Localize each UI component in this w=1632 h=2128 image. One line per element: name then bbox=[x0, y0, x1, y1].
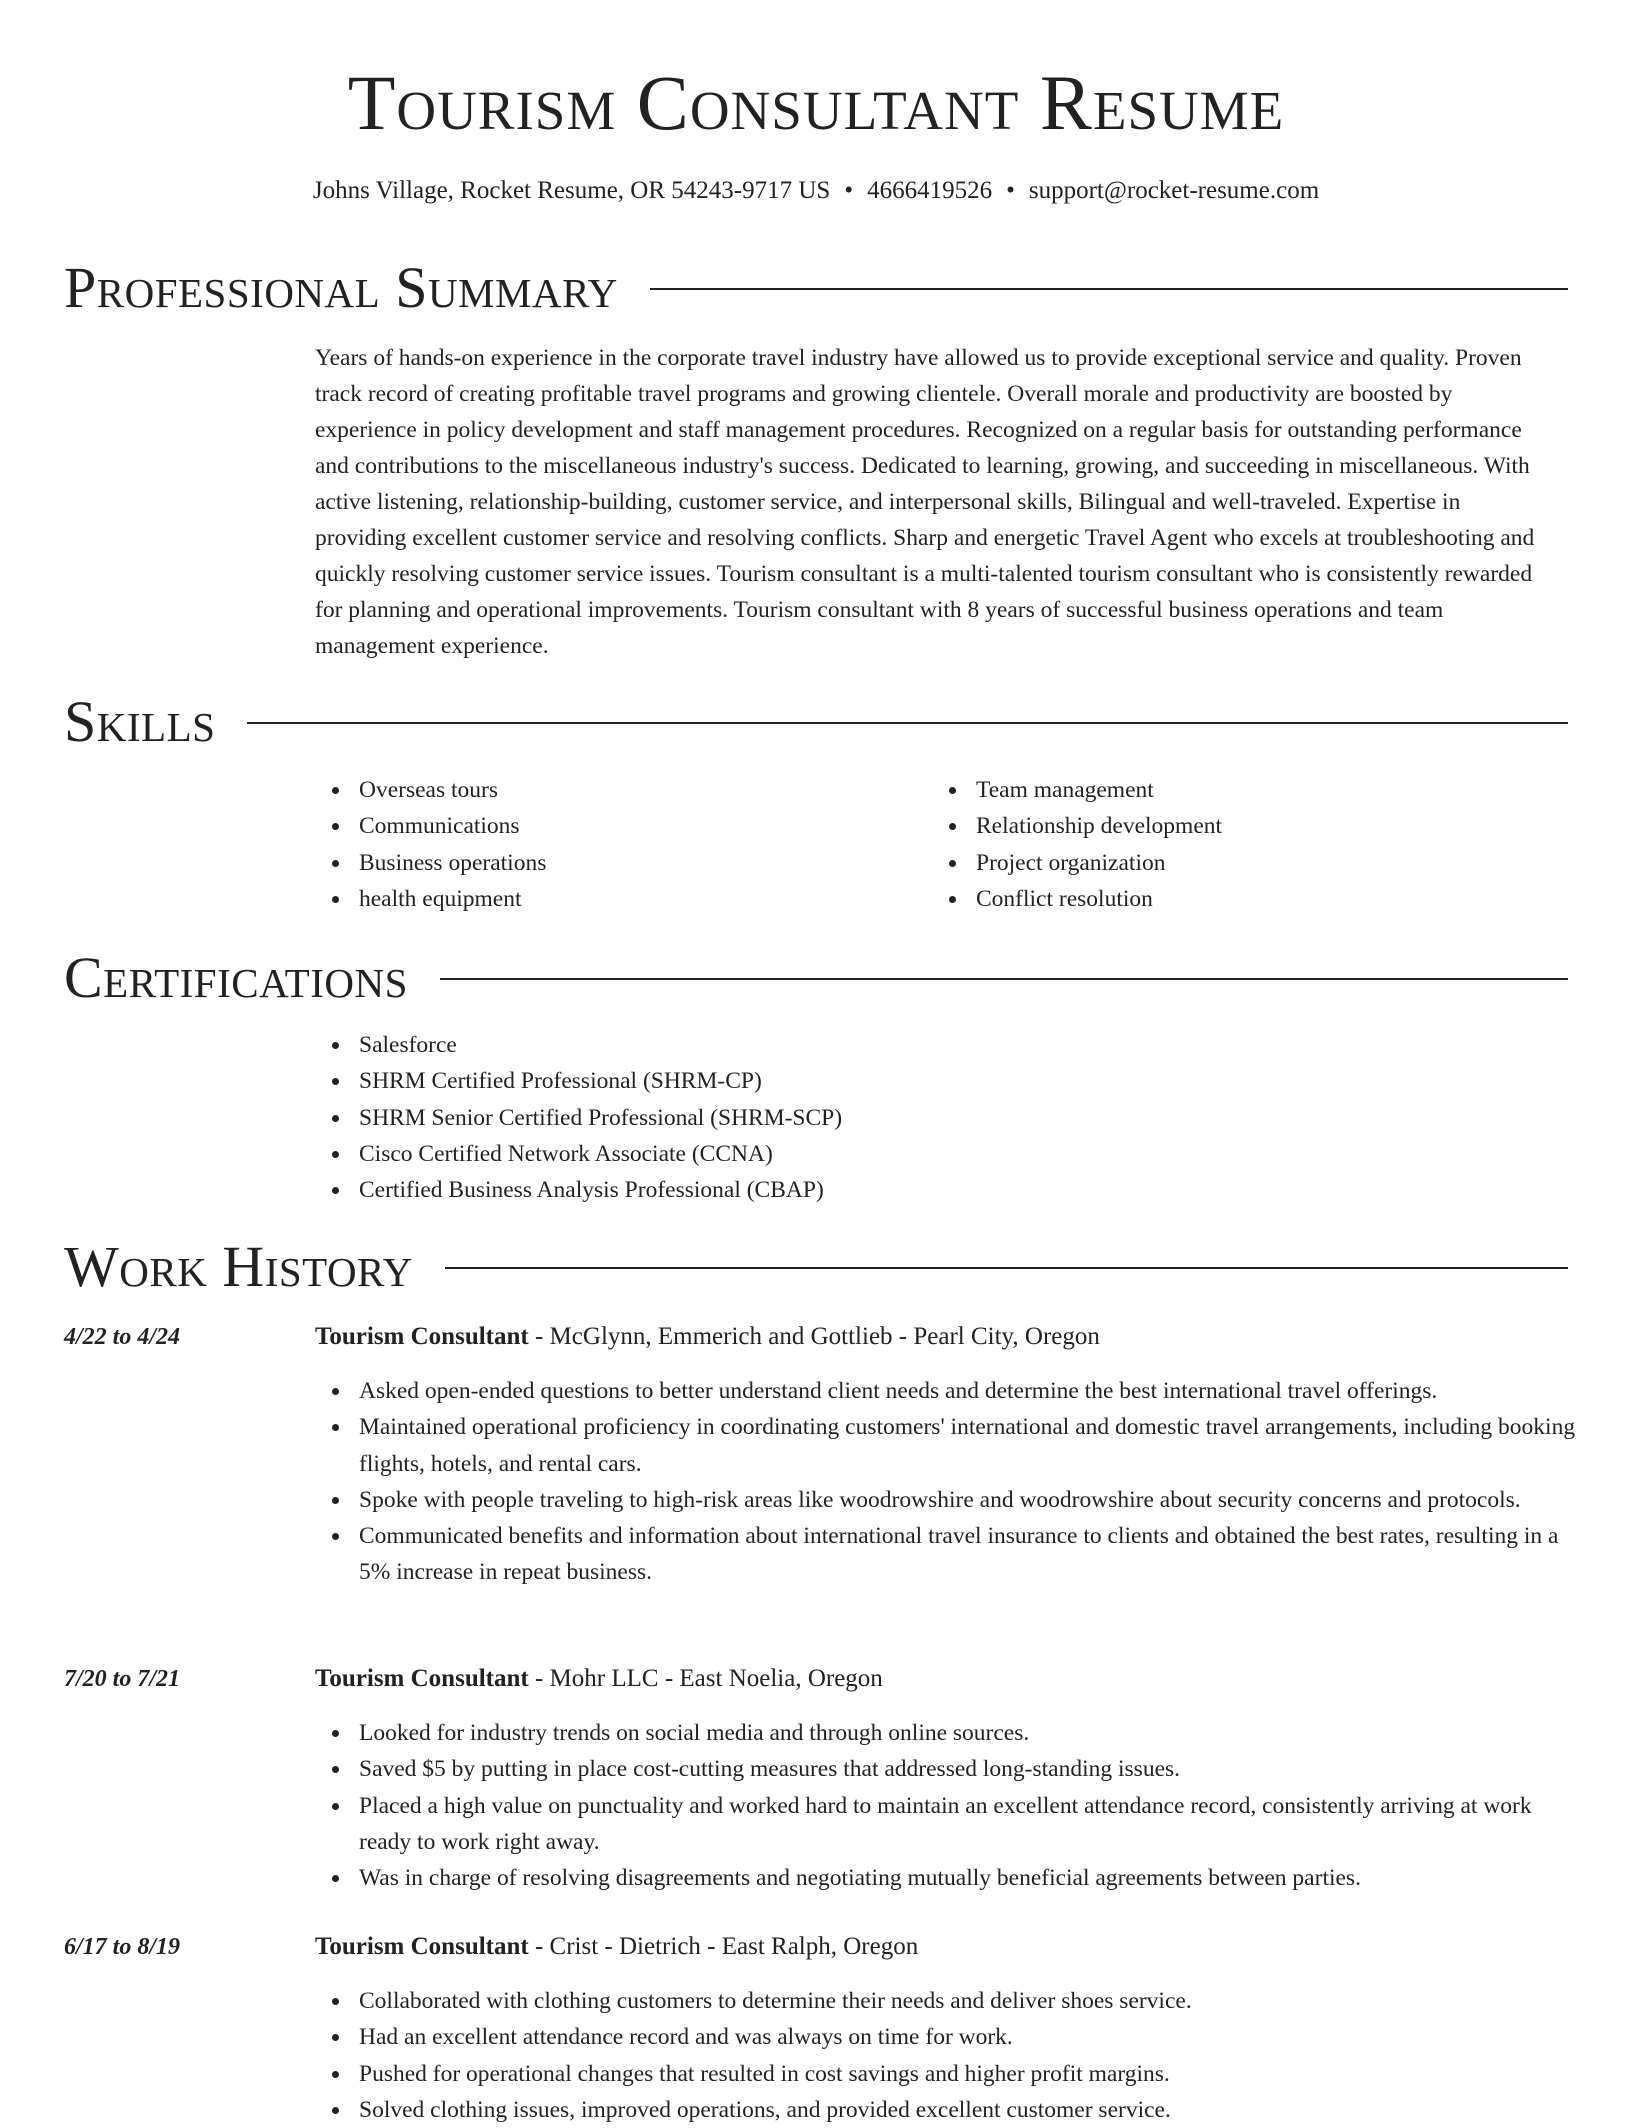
section-header-certifications bbox=[64, 946, 1568, 1010]
certifications-list bbox=[315, 1027, 1515, 1208]
skills-list-left bbox=[315, 772, 915, 917]
certification-item: SHRM Certified Professional (SHRM-CP) bbox=[315, 1063, 1515, 1099]
job-duty-item: Spoke with people traveling to high-risk areas like woodrowshire and woodrowshire about security concerns and protocols. bbox=[315, 1482, 1577, 1518]
contact-separator: • bbox=[1006, 177, 1015, 204]
job-dates: 4/22 to 4/24 bbox=[64, 1324, 181, 1350]
job-role: Tourism Consultant bbox=[315, 1933, 529, 1960]
resume-title: Tourism Consultant Resume bbox=[347, 59, 1285, 146]
section-title-summary: Professional Summary bbox=[64, 255, 618, 320]
section-header-work-history bbox=[64, 1235, 1568, 1299]
job-duty-item: Communicated benefits and information about international travel insurance to clients and obtained the best rates, resulting in a 5% increase in repeat business. bbox=[315, 1518, 1577, 1591]
section-divider bbox=[445, 1267, 1568, 1269]
section-title-work-history: Work History bbox=[64, 1234, 413, 1299]
certification-item: Certified Business Analysis Professional (CBAP) bbox=[315, 1172, 1515, 1208]
section-divider bbox=[247, 722, 1568, 724]
section-header-skills bbox=[64, 690, 1568, 754]
section-header-summary bbox=[64, 256, 1568, 320]
job-duty-item: Maintained operational proficiency in coordinating customers' international and domestic travel arrangements, including booking flights, hotels, and rental cars. bbox=[315, 1409, 1577, 1482]
job-duty-item: Solved clothing issues, improved operations, and provided excellent customer service. bbox=[315, 2092, 1577, 2128]
job-duties-list bbox=[315, 1983, 1577, 2128]
job-duty-item: Had an excellent attendance record and was always on time for work. bbox=[315, 2019, 1577, 2055]
skill-item: health equipment bbox=[315, 881, 915, 917]
contact-separator: • bbox=[844, 177, 854, 204]
job-role: Tourism Consultant bbox=[315, 1665, 529, 1692]
job-dates: 7/20 to 7/21 bbox=[64, 1666, 181, 1692]
skills-list-right bbox=[932, 772, 1532, 917]
summary-text: Years of hands-on experience in the corporate travel industry have allowed us to provide exceptional service and quality. Proven track record of creating profitable travel programs and growing clientele. Overall morale and productivity are boosted by experience in policy development and staff management procedures. Recognized on a regular basis for outstanding performance and contributions to the miscellaneous industry's success. Dedicated to learning, growing, and succeeding in miscellaneous. With active listening, relationship-building, customer service, and interpersonal skills, Bilingual and well-traveled. Expertise in providing excellent customer service and resolving conflicts. Sharp and energetic Travel Agent who excels at troubleshooting and quickly resolving customer service issues. Tourism consultant is a multi-talented tourism consultant who is consistently rewarded for planning and operational improvements. Tourism consultant with 8 years of successful business operations and team management experience. bbox=[315, 345, 1535, 659]
job-duty-item: Looked for industry trends on social media and through online sources. bbox=[315, 1715, 1577, 1751]
skill-item: Conflict resolution bbox=[932, 881, 1532, 917]
skill-item: Project organization bbox=[932, 845, 1532, 881]
job-duties-list bbox=[315, 1715, 1577, 1896]
job-company-location: - McGlynn, Emmerich and Gottlieb - Pearl City, Oregon bbox=[528, 1323, 1100, 1350]
certification-item: SHRM Senior Certified Professional (SHRM-SCP) bbox=[315, 1100, 1515, 1136]
contact-phone: 4666419526 bbox=[867, 177, 993, 204]
job-duties-list bbox=[315, 1373, 1577, 1591]
job-duty-item: Was in charge of resolving disagreements and negotiating mutually beneficial agreements between parties. bbox=[315, 1860, 1577, 1896]
skill-item: Relationship development bbox=[932, 808, 1532, 844]
job-duty-item: Asked open-ended questions to better understand client needs and determine the best international travel offerings. bbox=[315, 1373, 1577, 1409]
skill-item: Communications bbox=[315, 808, 915, 844]
skill-item: Overseas tours bbox=[315, 772, 915, 808]
section-divider bbox=[440, 978, 1568, 980]
certification-item: Salesforce bbox=[315, 1027, 1515, 1063]
section-title-certifications: Certifications bbox=[64, 945, 408, 1010]
certification-item: Cisco Certified Network Associate (CCNA) bbox=[315, 1136, 1515, 1172]
job-role: Tourism Consultant bbox=[315, 1323, 529, 1350]
section-divider bbox=[650, 288, 1568, 290]
section-title-skills: Skills bbox=[64, 689, 216, 754]
skill-item: Team management bbox=[932, 772, 1532, 808]
job-duty-item: Saved $5 by putting in place cost-cutting measures that addressed long-standing issues. bbox=[315, 1751, 1577, 1787]
contact-email: support@rocket-resume.com bbox=[1028, 177, 1320, 204]
job-duty-item: Placed a high value on punctuality and worked hard to maintain an excellent attendance record, consistently arriving at work ready to work right away. bbox=[315, 1788, 1577, 1861]
job-heading bbox=[315, 1662, 883, 1696]
job-heading bbox=[315, 1930, 918, 1964]
contact-address: Johns Village, Rocket Resume, OR 54243-9717 US bbox=[312, 177, 831, 204]
skill-item: Business operations bbox=[315, 845, 915, 881]
job-dates: 6/17 to 8/19 bbox=[64, 1934, 181, 1960]
job-duty-item: Collaborated with clothing customers to determine their needs and deliver shoes service. bbox=[315, 1983, 1577, 2019]
job-heading bbox=[315, 1320, 1100, 1354]
contact-line bbox=[0, 175, 1632, 207]
job-duty-item: Pushed for operational changes that resulted in cost savings and higher profit margins. bbox=[315, 2056, 1577, 2092]
job-company-location: - Mohr LLC - East Noelia, Oregon bbox=[528, 1665, 883, 1692]
job-company-location: - Crist - Dietrich - East Ralph, Oregon bbox=[528, 1933, 919, 1960]
